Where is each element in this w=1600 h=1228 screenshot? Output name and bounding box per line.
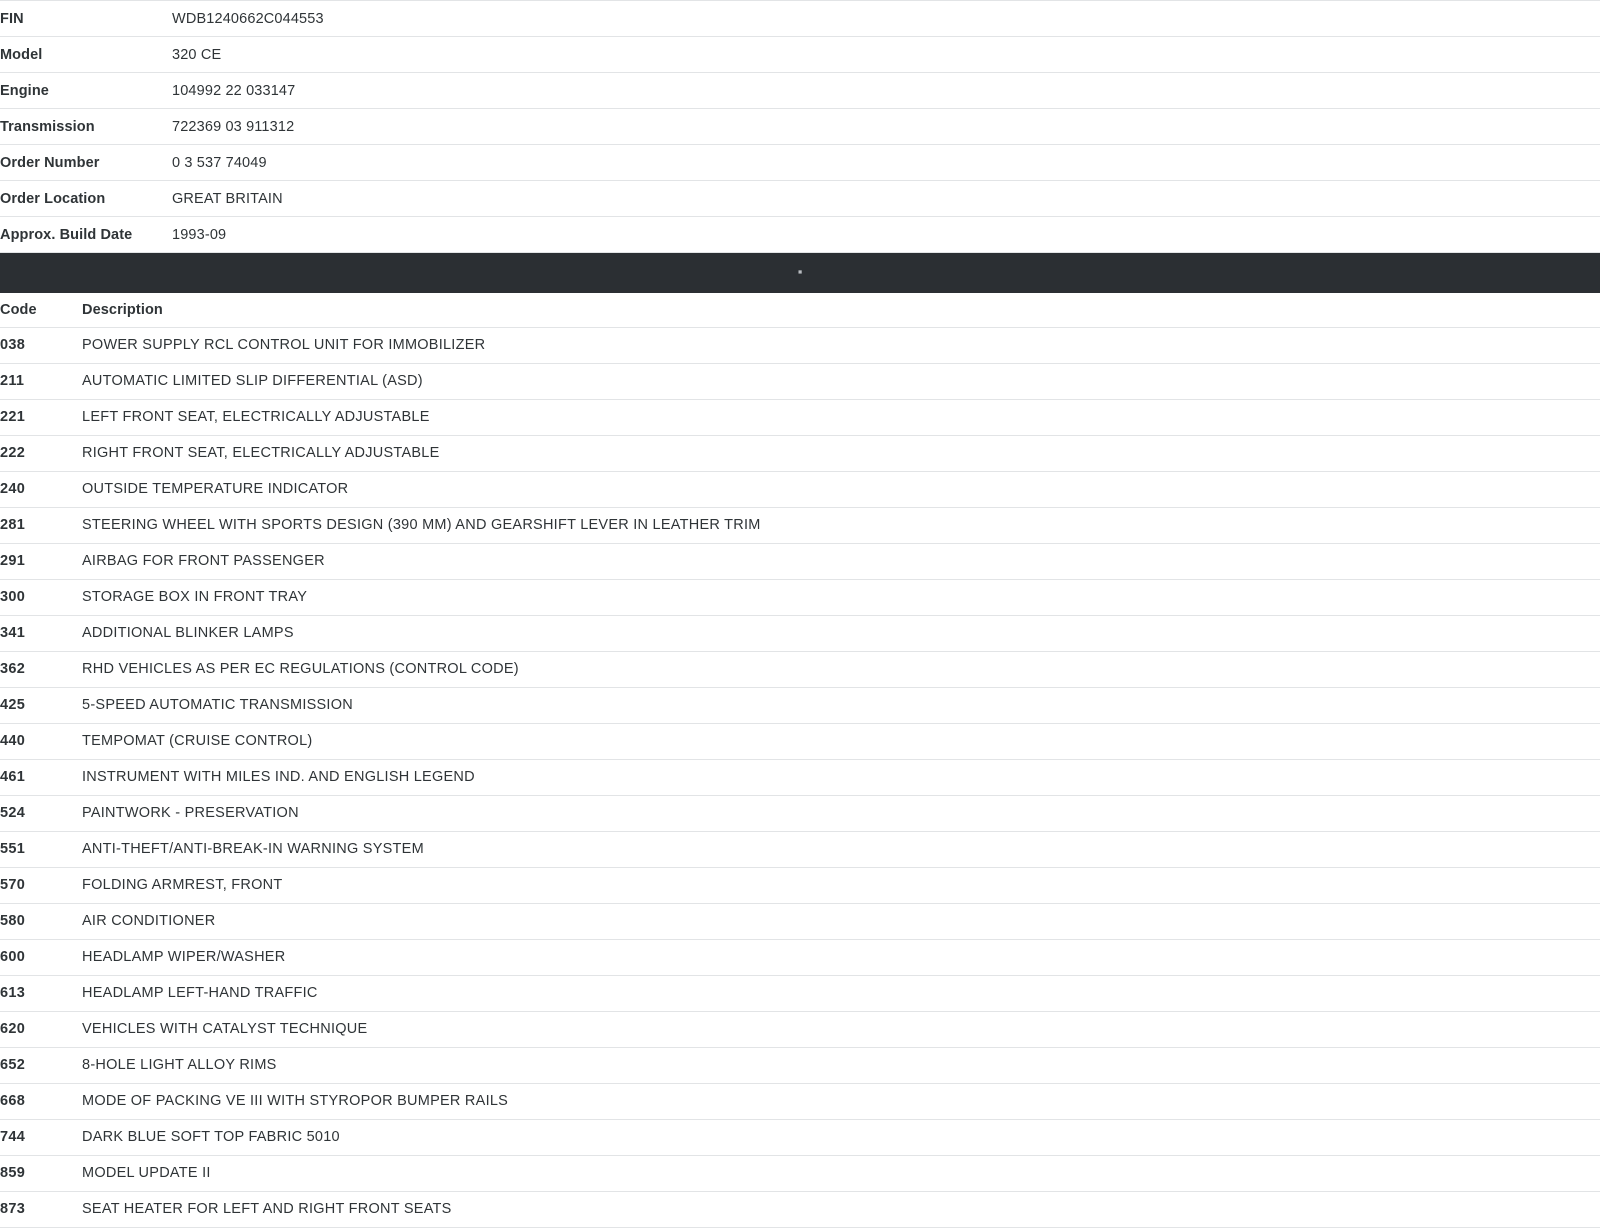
description-cell: AIRBAG FOR FRONT PASSENGER [82,553,325,569]
table-row [0,975,1600,1011]
info-value: 320 CE [172,46,222,63]
code-cell: 873 [0,1201,26,1217]
info-label: Order Number [0,154,100,171]
description-cell: AIR CONDITIONER [82,913,216,929]
code-cell: 211 [0,373,25,389]
description-cell: LEFT FRONT SEAT, ELECTRICALLY ADJUSTABLE [82,409,430,425]
description-cell: RIGHT FRONT SEAT, ELECTRICALLY ADJUSTABLE [82,445,440,461]
description-cell: TEMPOMAT (CRUISE CONTROL) [82,733,313,749]
description-cell: 8-HOLE LIGHT ALLOY RIMS [82,1057,277,1073]
description-cell: ADDITIONAL BLINKER LAMPS [82,625,294,641]
code-cell: 291 [0,553,26,569]
description-cell: STEERING WHEEL WITH SPORTS DESIGN (390 MM) AND GEARSHIFT LEVER IN LEATHER TRIM [82,517,761,533]
table-row [0,831,1600,867]
description-cell: DARK BLUE SOFT TOP FABRIC 5010 [82,1129,340,1145]
info-label: Order Location [0,190,106,207]
table-row [0,435,1600,471]
equipment-codes-header [0,293,1600,327]
table-row [0,1,1600,37]
code-cell: 620 [0,1021,26,1037]
table-row [0,1047,1600,1083]
code-cell: 221 [0,409,26,425]
table-row [0,651,1600,687]
table-row [0,507,1600,543]
table-row [0,867,1600,903]
column-header-code: Code [0,301,37,318]
table-row [0,1191,1600,1227]
table-row [0,181,1600,217]
info-value: 0 3 537 74049 [172,154,267,171]
description-cell: SEAT HEATER FOR LEFT AND RIGHT FRONT SEATS [82,1201,452,1217]
code-cell: 440 [0,733,26,749]
description-cell: PAINTWORK - PRESERVATION [82,805,299,821]
info-label: Transmission [0,118,95,135]
code-cell: 551 [0,841,26,857]
description-cell: HEADLAMP WIPER/WASHER [82,949,286,965]
vehicle-info-body [0,1,1600,253]
description-cell: MODEL UPDATE II [82,1165,211,1181]
description-cell: FOLDING ARMREST, FRONT [82,877,283,893]
table-row [0,723,1600,759]
table-row [0,579,1600,615]
description-cell: HEADLAMP LEFT-HAND TRAFFIC [82,985,318,1001]
info-label: FIN [0,10,24,27]
description-cell: OUTSIDE TEMPERATURE INDICATOR [82,481,349,497]
code-cell: 580 [0,913,26,929]
description-cell: AUTOMATIC LIMITED SLIP DIFFERENTIAL (ASD) [82,373,423,389]
code-cell: 240 [0,481,26,497]
info-label: Model [0,46,43,63]
code-cell: 362 [0,661,26,677]
table-row [0,903,1600,939]
table-header-row [0,293,1600,327]
description-cell: MODE OF PACKING VE III WITH STYROPOR BUMPER RAILS [82,1093,509,1109]
description-cell: VEHICLES WITH CATALYST TECHNIQUE [82,1021,368,1037]
section-divider-bar [0,253,1600,293]
code-cell: 668 [0,1093,26,1109]
info-label: Approx. Build Date [0,226,133,243]
info-value: 104992 22 033147 [172,82,296,99]
table-row [0,939,1600,975]
table-row [0,145,1600,181]
code-cell: 461 [0,769,26,785]
divider-marker: ▪ [797,263,803,279]
equipment-codes-body [0,327,1600,1227]
table-row [0,1083,1600,1119]
description-cell: STORAGE BOX IN FRONT TRAY [82,589,308,605]
code-cell: 524 [0,805,26,821]
table-row [0,73,1600,109]
table-row [0,109,1600,145]
info-value: WDB1240662C044553 [172,10,324,27]
table-row [0,1155,1600,1191]
description-cell: ANTI-THEFT/ANTI-BREAK-IN WARNING SYSTEM [82,841,424,857]
code-cell: 341 [0,625,26,641]
code-cell: 600 [0,949,26,965]
table-row [0,37,1600,73]
table-row [0,795,1600,831]
code-cell: 425 [0,697,26,713]
code-cell: 570 [0,877,26,893]
table-row [0,1119,1600,1155]
info-value: GREAT BRITAIN [172,190,283,207]
code-cell: 744 [0,1129,26,1145]
description-cell: INSTRUMENT WITH MILES IND. AND ENGLISH LEGEND [82,769,475,785]
info-value: 722369 03 911312 [172,118,295,135]
table-row [0,687,1600,723]
code-cell: 613 [0,985,26,1001]
equipment-codes-table [0,293,1600,1228]
description-cell: 5-SPEED AUTOMATIC TRANSMISSION [82,697,353,713]
info-value: 1993-09 [172,226,227,243]
description-cell: POWER SUPPLY RCL CONTROL UNIT FOR IMMOBILIZER [82,337,486,353]
code-cell: 859 [0,1165,26,1181]
table-row [0,363,1600,399]
table-row [0,543,1600,579]
table-row [0,615,1600,651]
description-cell: RHD VEHICLES AS PER EC REGULATIONS (CONTROL CODE) [82,661,519,677]
code-cell: 300 [0,589,26,605]
column-header-description: Description [82,301,163,318]
code-cell: 038 [0,337,26,353]
table-row [0,217,1600,253]
table-row [0,399,1600,435]
info-label: Engine [0,82,49,99]
code-cell: 652 [0,1057,26,1073]
table-row [0,471,1600,507]
code-cell: 222 [0,445,26,461]
code-cell: 281 [0,517,26,533]
table-row [0,1011,1600,1047]
table-row [0,327,1600,363]
vehicle-info-table [0,0,1600,253]
table-row [0,759,1600,795]
